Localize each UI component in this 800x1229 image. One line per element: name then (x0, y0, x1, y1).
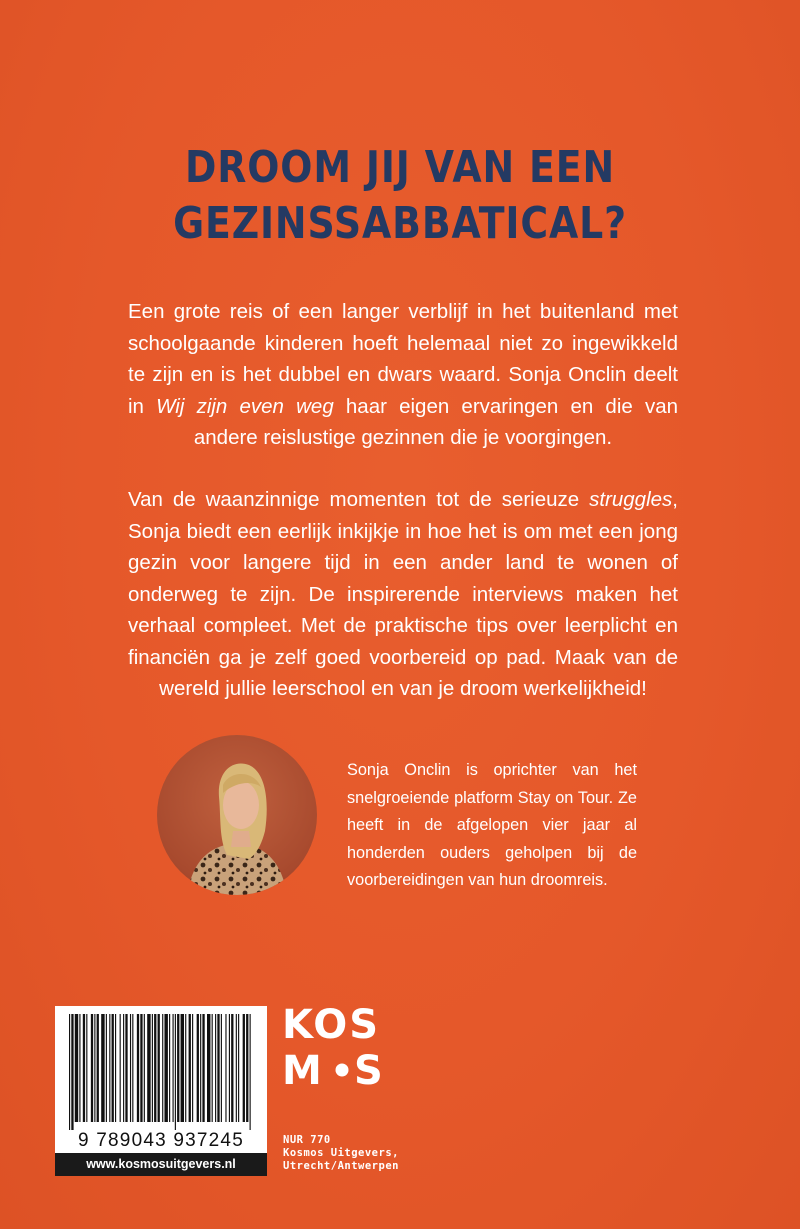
barcode-bar (246, 1014, 248, 1122)
barcode-bar (83, 1014, 85, 1122)
blurb-2-text-a: Van de waanzinnige momenten tot de serieuze (128, 488, 590, 511)
author-photo-illustration (157, 735, 317, 895)
logo-text-s: S (354, 1048, 383, 1090)
barcode-bar (177, 1014, 179, 1122)
barcode-bar (202, 1014, 204, 1122)
barcode-bar (123, 1014, 124, 1122)
logo-text-m: M (282, 1048, 322, 1090)
barcode-bar (225, 1014, 226, 1122)
barcode-bar (91, 1014, 93, 1122)
barcode-bar (221, 1014, 222, 1122)
barcode-bar (112, 1014, 114, 1122)
author-bio: Sonja Onclin is oprichter van het snelgroeiende platform Stay on Tour. Ze heeft in de afgelopen vier jaar al honderden ouders geholpen bij de voorbereidingen van hun droomreis. (347, 761, 637, 889)
barcode-bar (197, 1014, 199, 1122)
book-title-italic: Wij zijn even weg (156, 394, 334, 418)
cover-title (159, 140, 641, 252)
barcode-bar (109, 1014, 110, 1122)
barcode-bar (236, 1014, 237, 1122)
barcode-bar (173, 1014, 174, 1122)
barcode-bar (243, 1014, 245, 1122)
barcode-bars (69, 1014, 253, 1130)
barcode-bar (137, 1014, 139, 1122)
blurb-paragraph-2 (128, 484, 678, 705)
barcode-bar (130, 1014, 131, 1122)
kosmos-logo (282, 1000, 392, 1090)
barcode-bar (152, 1014, 153, 1122)
barcode-bar (120, 1014, 121, 1122)
barcode-bar (175, 1014, 176, 1130)
barcode-bar (79, 1014, 80, 1122)
blurb-1-text-a: Een grote reis of een langer verblijf in het buitenland met schoolgaande kinderen hoeft helemaal niet zo ingewikkeld te zijn en is het dubbel en dwars waard. Sonja Onclin deelt in (128, 300, 678, 418)
barcode-bar (144, 1014, 145, 1122)
barcode-bar (154, 1014, 156, 1122)
barcode-bar (69, 1014, 70, 1130)
barcode-bar (250, 1014, 251, 1130)
blurb-1-text-b: haar eigen ervaringen en die van andere reislustige gezinnen die je voorgingen. (193, 394, 678, 449)
publisher-info (283, 1134, 399, 1173)
barcode-bar (192, 1014, 193, 1122)
barcode-bar (75, 1014, 78, 1122)
logo-text-kos: KOS (282, 1002, 381, 1048)
publisher-city: Utrecht/Antwerpen (283, 1160, 399, 1172)
barcode-bar (231, 1014, 233, 1122)
cover-title-line-1: DROOM JIJ VAN EEN (185, 142, 615, 193)
barcode-bar (94, 1014, 95, 1122)
barcode-bar (101, 1014, 104, 1122)
barcode-bar (147, 1014, 150, 1122)
barcode-bar (185, 1014, 186, 1122)
nur-code: NUR 770 (283, 1134, 331, 1146)
publisher-url: www.kosmosuitgevers.nl (55, 1153, 267, 1176)
isbn-barcode (55, 1006, 267, 1176)
barcode-bar (86, 1014, 87, 1122)
barcode-bar (189, 1014, 191, 1122)
barcode-bar (181, 1014, 184, 1122)
author-portrait (157, 735, 317, 895)
blurb-paragraph-1 (128, 296, 678, 454)
barcode-bar (140, 1014, 142, 1122)
barcode-bar (71, 1014, 73, 1130)
barcode-bar (158, 1014, 160, 1122)
barcode-bar (169, 1014, 170, 1122)
barcode-bar (215, 1014, 216, 1122)
struggles-italic: struggles (589, 488, 673, 511)
barcode-bar (200, 1014, 201, 1122)
barcode-bar (212, 1014, 213, 1122)
barcode-bar (97, 1014, 99, 1122)
barcode-bar (132, 1014, 133, 1122)
blurb-2-text-b: , Sonja biedt een eerlijk inkijkje in hoe het is om met een jong gezin voor langere tijd in een ander land te wonen of onderweg te zijn. De inspirerende interviews maken het verhaal compleet. Met de praktische tips over leerplicht en financiën ga je zelf goed voorbereid op pad. Maak van de wereld jullie leerschool en van je droom werkelijkheid! (128, 488, 678, 700)
barcode-bar (162, 1014, 163, 1122)
barcode-bar (115, 1014, 116, 1122)
barcode-bar (106, 1014, 107, 1122)
publisher-name: Kosmos Uitgevers, (283, 1147, 399, 1159)
isbn-number: 9 789043 937245 (78, 1130, 244, 1151)
barcode-bar (207, 1014, 210, 1122)
barcode-bar (238, 1014, 239, 1122)
cover-title-line-2: GEZINSSABBATICAL? (173, 198, 627, 249)
barcode-bar (217, 1014, 219, 1122)
barcode-bar (164, 1014, 167, 1122)
barcode-bar (125, 1014, 127, 1122)
barcode-bar (229, 1014, 230, 1122)
logo-dot (336, 1064, 349, 1077)
